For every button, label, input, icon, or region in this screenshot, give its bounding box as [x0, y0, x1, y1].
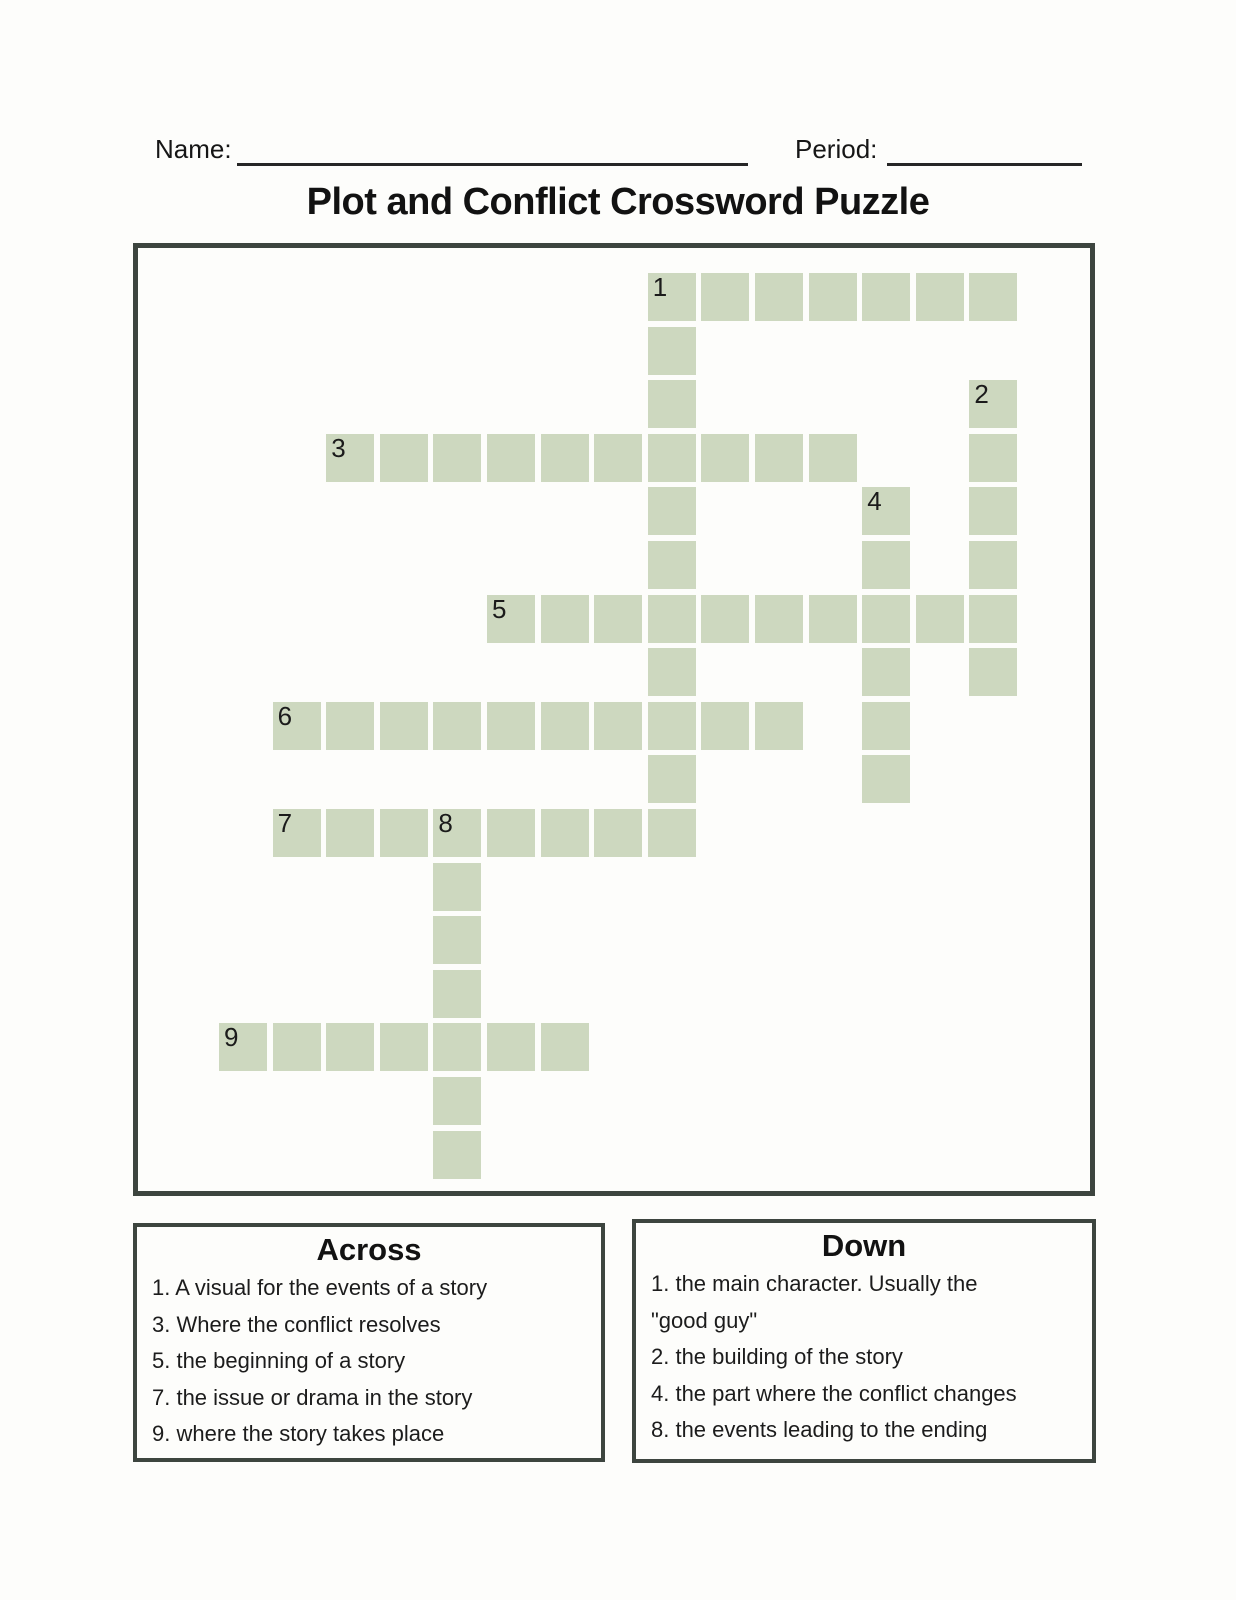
- name-label: Name:: [155, 134, 232, 164]
- grid-cell: [380, 702, 428, 750]
- grid-cell: [969, 273, 1017, 321]
- grid-cell: [862, 648, 910, 696]
- grid-cell: [433, 916, 481, 964]
- clue-item: [152, 1416, 597, 1453]
- grid-cell: [969, 434, 1017, 482]
- grid-cell: [487, 702, 535, 750]
- grid-cell: [326, 809, 374, 857]
- grid-cell: [273, 702, 321, 750]
- grid-cell: [701, 434, 749, 482]
- grid-cell: [487, 1023, 535, 1071]
- grid-cell: [862, 273, 910, 321]
- grid-cell: [862, 595, 910, 643]
- grid-cell: [541, 434, 589, 482]
- grid-cell: [969, 595, 1017, 643]
- grid-cell: [487, 595, 535, 643]
- grid-cell: [809, 273, 857, 321]
- cell-number: 7: [277, 808, 293, 838]
- cell-number: 9: [224, 1022, 239, 1053]
- grid-cell: [701, 595, 749, 643]
- grid-cell: [648, 595, 696, 643]
- down-title: Down: [821, 1228, 907, 1263]
- grid-cell: [701, 273, 749, 321]
- grid-cell: [541, 595, 589, 643]
- grid-cell: [541, 809, 589, 857]
- clue-item: [651, 1339, 1088, 1376]
- clue-item: [152, 1307, 597, 1344]
- grid-cell: [594, 595, 642, 643]
- clue-line: "good guy": [651, 1307, 758, 1333]
- grid-cell: [273, 1023, 321, 1071]
- grid-cell: [648, 702, 696, 750]
- grid-cell: [380, 809, 428, 857]
- grid-cell: [433, 1077, 481, 1125]
- grid-cell: [326, 702, 374, 750]
- clue-item: [651, 1412, 1088, 1449]
- down-clue-list: [636, 1266, 1092, 1449]
- clue-item: [152, 1380, 597, 1417]
- grid-cell: [380, 434, 428, 482]
- grid-cell: [969, 541, 1017, 589]
- clue-item: [651, 1266, 1088, 1339]
- clue-item: [152, 1270, 597, 1307]
- grid-cell: [594, 702, 642, 750]
- grid-cell: [433, 970, 481, 1018]
- grid-cell: [648, 809, 696, 857]
- grid-cell: [755, 434, 803, 482]
- cell-number: 1: [652, 272, 668, 302]
- grid-cell: [594, 809, 642, 857]
- grid-cell: [219, 1023, 267, 1071]
- grid-cell: [433, 1131, 481, 1179]
- grid-cell: [273, 809, 321, 857]
- grid-cell: [433, 809, 481, 857]
- across-clue-list: [137, 1270, 601, 1453]
- grid-cell: [969, 487, 1017, 535]
- grid-cell: [487, 809, 535, 857]
- grid-cell: [433, 1023, 481, 1071]
- grid-cell: [326, 1023, 374, 1071]
- grid-cell: [701, 702, 749, 750]
- grid-cell: [487, 434, 535, 482]
- grid-cell: [594, 434, 642, 482]
- cell-number: 3: [331, 432, 346, 463]
- clue-line: 5. the beginning of a story: [152, 1348, 406, 1374]
- grid-cell: [916, 595, 964, 643]
- grid-cell: [809, 595, 857, 643]
- period-label: Period:: [795, 134, 878, 164]
- worksheet-title: Plot and Conflict Crossword Puzzle: [306, 181, 930, 223]
- grid-cell: [648, 755, 696, 803]
- clue-line: 2. the building of the story: [651, 1344, 903, 1370]
- grid-cell: [862, 755, 910, 803]
- grid-cell: [648, 648, 696, 696]
- clue-item: [152, 1343, 597, 1380]
- grid-cell: [755, 702, 803, 750]
- grid-cell: [969, 380, 1017, 428]
- clue-line: 9. where the story takes place: [152, 1421, 445, 1447]
- grid-cell: [862, 702, 910, 750]
- clue-line: 3. Where the conflict resolves: [152, 1311, 441, 1337]
- grid-cell: [755, 595, 803, 643]
- cell-number: 6: [277, 700, 293, 731]
- clue-line: 8. the events leading to the ending: [651, 1417, 988, 1443]
- grid-cell: [541, 702, 589, 750]
- grid-cell: [648, 327, 696, 375]
- clue-line: 4. the part where the conflict changes: [651, 1380, 1017, 1406]
- grid-cell: [969, 648, 1017, 696]
- grid-cell: [862, 541, 910, 589]
- grid-cell: [433, 863, 481, 911]
- cell-number: 5: [492, 593, 507, 624]
- grid-cell: [648, 273, 696, 321]
- cell-number: 2: [974, 379, 989, 410]
- grid-cell: [648, 487, 696, 535]
- grid-cell: [648, 434, 696, 482]
- grid-cell: [326, 434, 374, 482]
- grid-cell: [648, 380, 696, 428]
- clue-line: 1. A visual for the events of a story: [152, 1275, 488, 1300]
- clue-line: 1. the main character. Usually the: [651, 1271, 978, 1296]
- across-clues-box: [133, 1223, 605, 1462]
- grid-cell: [648, 541, 696, 589]
- grid-cell: [433, 702, 481, 750]
- grid-cell: [541, 1023, 589, 1071]
- grid-cell: [380, 1023, 428, 1071]
- cell-number: 4: [867, 486, 882, 517]
- grid-cell: [916, 273, 964, 321]
- across-title: Across: [316, 1232, 422, 1267]
- grid-cell: [433, 434, 481, 482]
- grid-cell: [755, 273, 803, 321]
- grid-cell: [862, 487, 910, 535]
- clue-line: 7. the issue or drama in the story: [152, 1384, 473, 1410]
- clue-item: [651, 1376, 1088, 1413]
- down-clues-box: [632, 1219, 1096, 1463]
- cell-number: 8: [438, 808, 453, 838]
- grid-cell: [809, 434, 857, 482]
